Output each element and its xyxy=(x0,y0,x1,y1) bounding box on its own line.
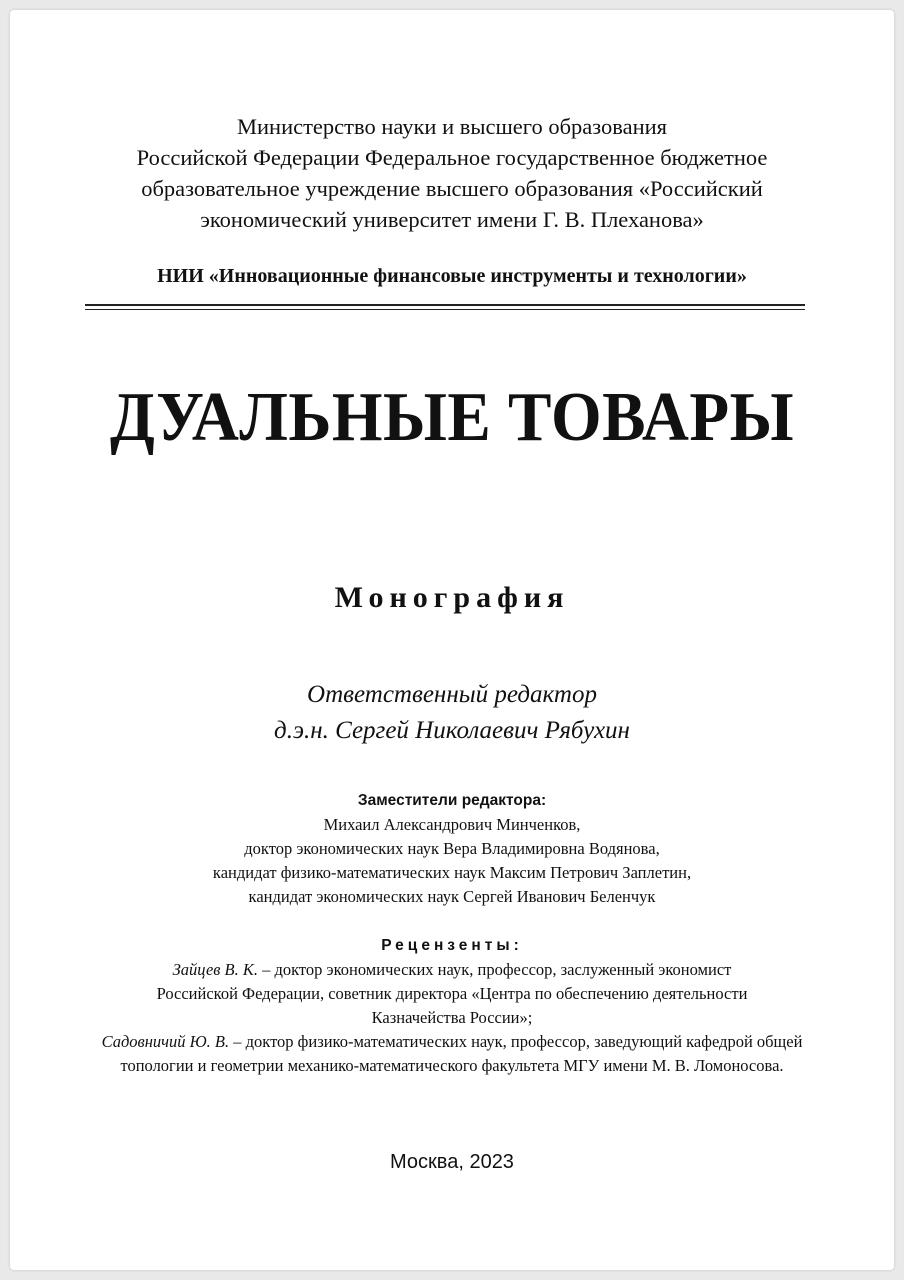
reviewer-1-desc: – доктор экономических наук, профессор, заслуженный экономист xyxy=(257,960,732,979)
reviewer-1-line: Российской Федерации, советник директора «Центра по обеспечению деятельности xyxy=(156,984,748,1003)
header-divider-thick xyxy=(85,304,805,306)
ministry-line: Российской Федерации Федеральное государственное бюджетное xyxy=(136,145,768,170)
deputies-heading: Заместители редактора: xyxy=(357,792,547,809)
title-page xyxy=(10,10,894,1270)
header-divider-thin xyxy=(85,309,805,310)
deputy-line: кандидат экономических наук Сергей Иванович Беленчук xyxy=(248,887,656,906)
publication-place-year: Москва, 2023 xyxy=(390,1151,514,1173)
book-subtitle: Монография xyxy=(334,581,570,614)
deputy-line: доктор экономических наук Вера Владимировна Водянова, xyxy=(244,839,660,858)
chief-editor xyxy=(10,677,894,749)
reviewers xyxy=(10,934,894,1078)
ministry-line: экономический университет имени Г. В. Плеханова» xyxy=(200,207,704,232)
reviewer-2-line: топологии и геометрии механико-математического факультета МГУ имени М. В. Ломоносова. xyxy=(120,1056,784,1075)
reviewer-1-line xyxy=(10,958,894,982)
deputy-editors xyxy=(10,789,894,909)
ministry-line: образовательное учреждение высшего образования «Российский xyxy=(141,176,763,201)
deputy-line: Михаил Александрович Минченков, xyxy=(323,815,581,834)
reviewers-heading: Рецензенты: xyxy=(381,937,523,954)
institute-name: НИИ «Инновационные финансовые инструменты и технологии» xyxy=(157,265,747,287)
editor-name: д.э.н. Сергей Николаевич Рябухин xyxy=(274,717,630,744)
reviewer-2-name: Садовничий Ю. В. xyxy=(101,1032,230,1051)
reviewer-2-line xyxy=(10,1030,894,1054)
ministry-line: Министерство науки и высшего образования xyxy=(236,114,668,139)
book-title: ДУАЛЬНЫЕ ТОВАРЫ xyxy=(110,379,794,456)
reviewer-1-line: Казначейства России»; xyxy=(371,1008,533,1027)
deputy-line: кандидат физико-математических наук Максим Петрович Заплетин, xyxy=(212,863,692,882)
ministry-header xyxy=(10,111,894,235)
reviewer-1-name: Зайцев В. К. xyxy=(172,960,258,979)
reviewer-2-desc: – доктор физико-математических наук, профессор, заведующий кафедрой общей xyxy=(229,1032,803,1051)
editor-role: Ответственный редактор xyxy=(307,681,597,708)
